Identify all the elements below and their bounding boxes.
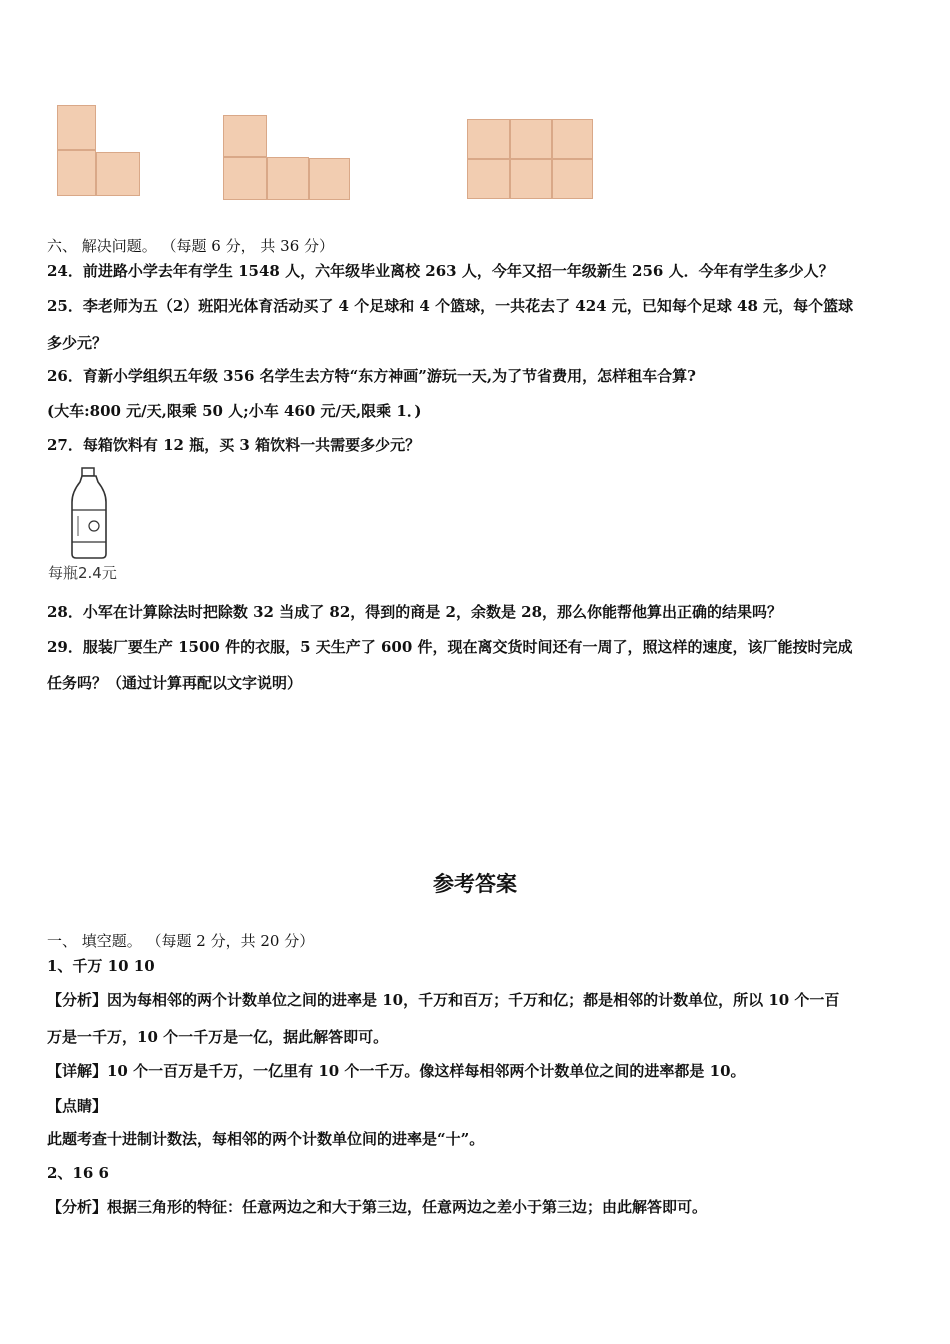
answer-1-analysis-line1: 【分析】因为每相邻的两个计数单位之间的进率是 10，千万和百万；千万和亿；都是相邻的计数单位，所以 10 个一百 [47,991,840,1009]
question-26-line1: 26．育新小学组织五年级 356 名学生去方特“东方神画”游玩一天,为了节省费用，怎样租车合算? [47,367,696,385]
question-25-line1: 25．李老师为五（2）班阳光体育活动买了 4 个足球和 4 个篮球，一共花去了 424 元，已知每个足球 48 元，每个篮球 [47,297,854,315]
question-29-line2: 任务吗？（通过计算再配以文字说明） [47,674,303,692]
answer-1-detail: 【详解】10 个一百万是千万，一亿里有 10 个一千万。像这样每相邻两个计数单位之间的进率都是 10。 [47,1062,746,1080]
bottle-price-caption: 每瓶2.4元 [48,564,117,582]
answer-2-analysis: 【分析】根据三角形的特征：任意两边之和大于第三边，任意两边之差小于第三边；由此解答即可。 [47,1198,708,1216]
question-29-line1: 29．服装厂要生产 1500 件的衣服，5 天生产了 600 件，现在离交货时间还有一周了，照这样的速度，该厂能按时完成 [47,638,853,656]
answers-section1-heading: 一、 填空题。 （每题 2 分，共 20 分） [47,932,315,950]
answer-2: 2、16 6 [47,1164,109,1182]
answer-1-analysis-line2: 万是一千万，10 个一千万是一亿，据此解答即可。 [47,1028,389,1046]
bottle-icon [60,466,120,562]
answer-1-point-label: 【点睛】 [47,1097,108,1115]
question-24: 24．前进路小学去年有学生 1548 人，六年级毕业离校 263 人，今年又招一年级新生 256 人．今年有学生多少人？ [47,262,834,280]
question-27: 27．每箱饮料有 12 瓶，买 3 箱饮料一共需要多少元？ [47,436,421,454]
question-26-line2: (大车:800 元/天,限乘 50 人;小车 460 元/天,限乘 1．) [47,402,422,420]
section6-heading: 六、 解决问题。 （每题 6 分， 共 36 分） [47,237,335,255]
answer-1-point: 此题考查十进制计数法，每相邻的两个计数单位间的进率是“十”。 [47,1130,485,1148]
question-28: 28．小军在计算除法时把除数 32 当成了 82，得到的商是 2，余数是 28，那么你能帮他算出正确的结果吗？ [47,603,783,621]
answer-1: 1、千万 10 10 [47,957,155,975]
question-25-line2: 多少元？ [47,334,108,352]
answers-title: 参考答案 [433,871,517,896]
